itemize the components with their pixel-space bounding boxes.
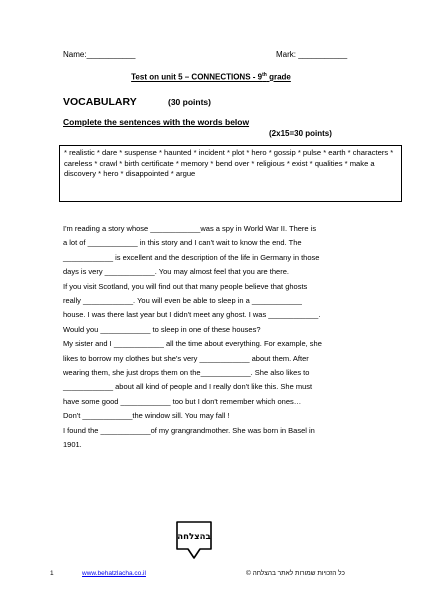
passage-line: a lot of ____________ in this story and I can't wait to know the end. The — [63, 238, 302, 248]
passage-line: I'm reading a story whose ____________was a spy in World War II. There is — [63, 224, 317, 233]
copyright-text: כל הזכויות שמורות לאתר בהצלחה © — [246, 570, 345, 577]
passage-line: I found the ____________of my grangrandmother. She was born in Basel in — [63, 425, 315, 435]
passage-line: likes to borrow my clothes but she's very ____________ about them. After — [63, 353, 309, 363]
passage-line: ____________ is excellent and the description of the life in Germany in those — [63, 252, 320, 262]
mark-field-label: Mark: ___________ — [276, 50, 348, 59]
passage-line: If you visit Scotland, you will find out that many people believe that ghosts — [63, 281, 308, 291]
passage-line: house. I was there last year but I didn't meet any ghost. I was ____________. — [63, 310, 321, 320]
test-title-superscript: th — [262, 72, 267, 78]
passage-line: Don't ____________the window sill. You may fall ! — [63, 411, 230, 421]
section-heading: VOCABULARY — [63, 96, 137, 108]
test-title — [0, 72, 422, 82]
website-link[interactable]: www.behatzlacha.co.il — [82, 570, 146, 577]
passage-line: really ____________. You will even be able to sleep in a ____________ — [63, 296, 302, 306]
passage-line: wearing them, she just drops them on the____________. She also likes to — [63, 368, 310, 378]
word-bank-box: * realistic * dare * suspense * haunted * incident * plot * hero * gossip * pulse * earth * characters * careless * crawl * birth certificate * memory * bend over * religious * exist * qualities * make a discovery * hero * disappointed * argue — [59, 145, 402, 202]
passage-line: My sister and I ____________ all the time about everything. For example, she — [63, 339, 322, 349]
passage-line: days is very ____________. You may almost feel that you are there. — [63, 267, 289, 277]
page-number: 1 — [50, 570, 54, 577]
passage-line: Would you ____________ to sleep in one of these houses? — [63, 324, 261, 334]
instruction-text: Complete the sentences with the words below — [63, 117, 250, 127]
test-title-tail: grade — [266, 72, 291, 82]
logo-text: בהצלחה — [177, 532, 211, 542]
passage-line: 1901. — [63, 440, 82, 450]
test-title-main: Test on unit 5 – CONNECTIONS - 9 — [131, 72, 263, 82]
behatzlacha-logo-icon — [173, 519, 215, 561]
instruction-points: (2x15=30 points) — [269, 129, 332, 138]
name-field-label: Name:___________ — [63, 50, 136, 59]
section-points: (30 points) — [168, 97, 211, 107]
cloze-passage — [63, 222, 363, 453]
passage-line: ____________ about all kind of people and I really don't like this. She must — [63, 382, 313, 392]
passage-line: have some good ____________ too but I don't remember which ones… — [63, 396, 302, 406]
